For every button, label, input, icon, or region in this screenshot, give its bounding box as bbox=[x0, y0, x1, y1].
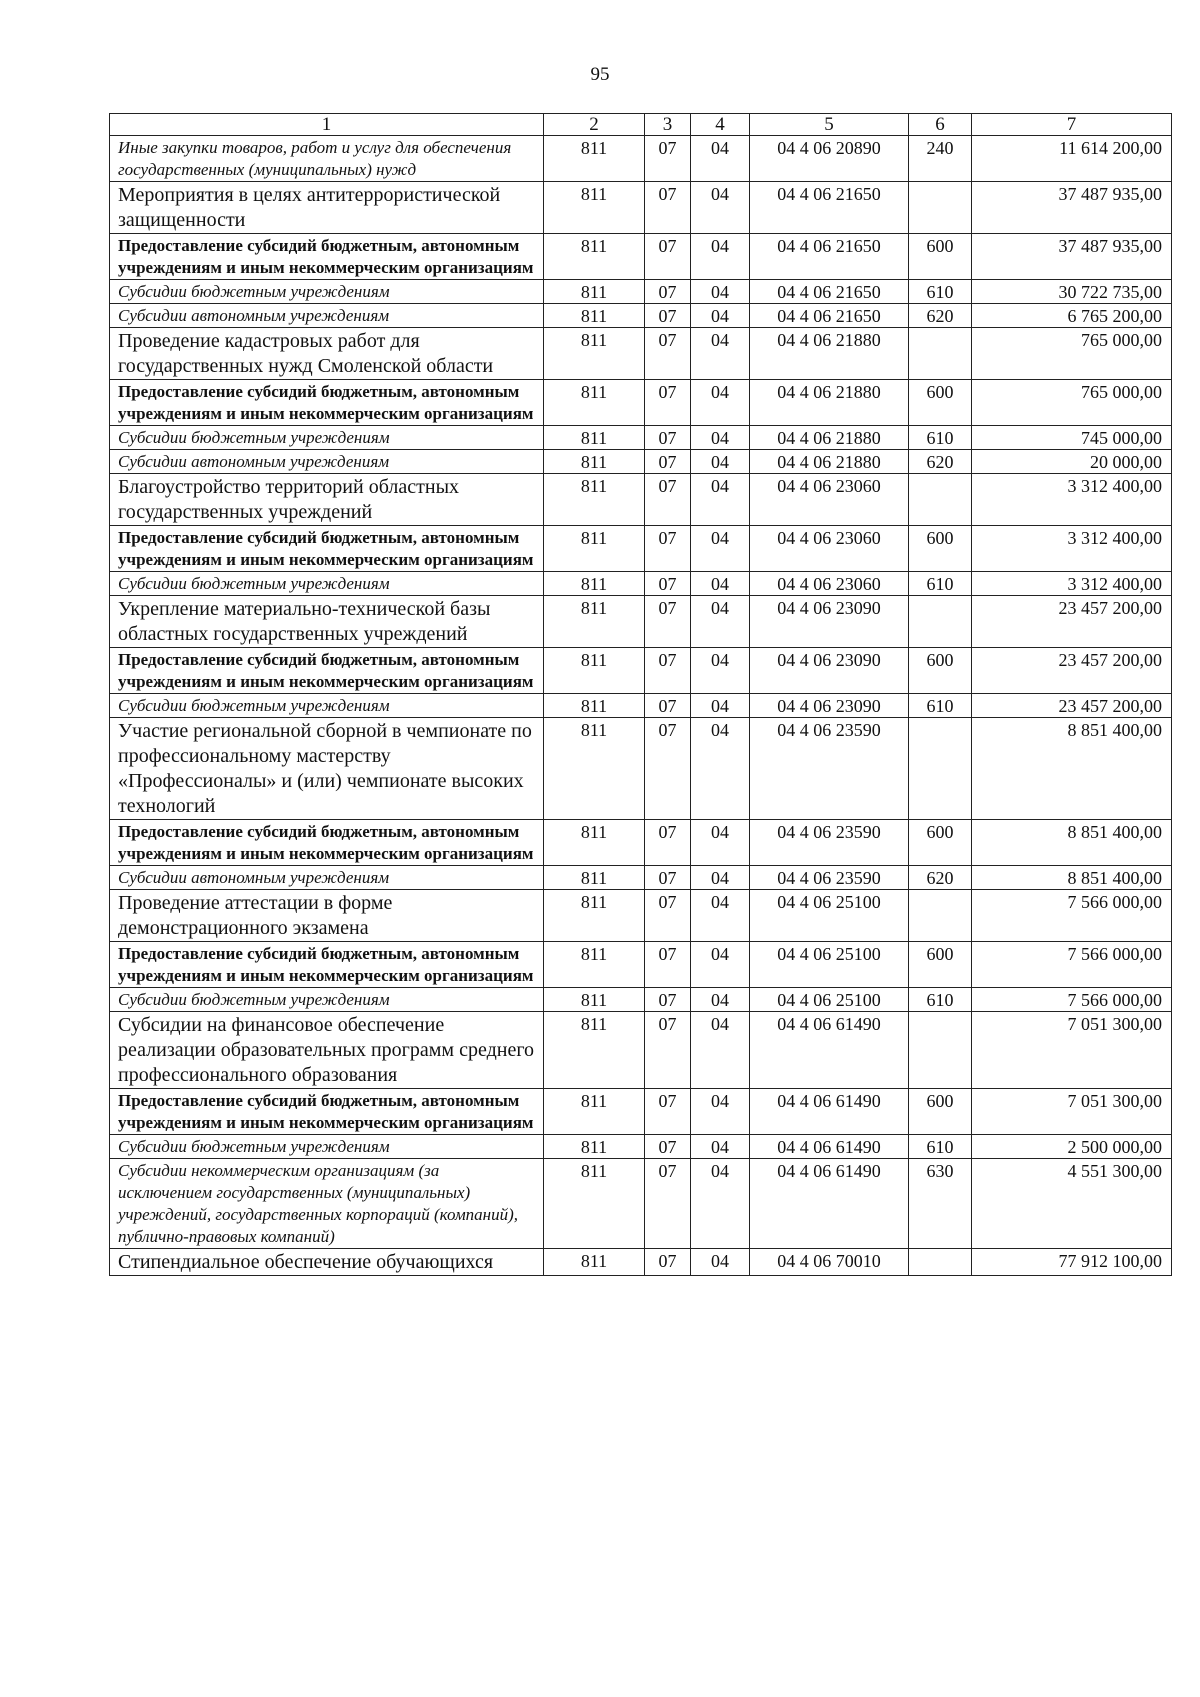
table-row bbox=[110, 648, 1172, 694]
table-row bbox=[110, 1135, 1172, 1159]
section-code-cell: 07 bbox=[645, 136, 691, 182]
subsection-code-cell: 04 bbox=[691, 648, 750, 694]
section-code-cell: 07 bbox=[645, 718, 691, 820]
subsection-code-cell: 04 bbox=[691, 1089, 750, 1135]
amount-cell: 11 614 200,00 bbox=[972, 136, 1172, 182]
target-article-cell: 04 4 06 23090 bbox=[750, 694, 909, 718]
target-article-cell: 04 4 06 21880 bbox=[750, 450, 909, 474]
section-code-cell: 07 bbox=[645, 572, 691, 596]
section-code-cell: 07 bbox=[645, 304, 691, 328]
table-row bbox=[110, 572, 1172, 596]
amount-cell: 7 566 000,00 bbox=[972, 942, 1172, 988]
row-name-cell: Субсидии бюджетным учреждениям bbox=[110, 988, 544, 1012]
amount-cell: 8 851 400,00 bbox=[972, 866, 1172, 890]
subsection-code-cell: 04 bbox=[691, 280, 750, 304]
section-code-cell: 07 bbox=[645, 1159, 691, 1249]
ministry-code-cell: 811 bbox=[544, 426, 645, 450]
amount-cell: 23 457 200,00 bbox=[972, 694, 1172, 718]
column-header-5: 5 bbox=[750, 114, 909, 136]
subsection-code-cell: 04 bbox=[691, 718, 750, 820]
subsection-code-cell: 04 bbox=[691, 596, 750, 648]
target-article-cell: 04 4 06 25100 bbox=[750, 890, 909, 942]
table-row bbox=[110, 1249, 1172, 1276]
row-name-cell: Субсидии бюджетным учреждениям bbox=[110, 280, 544, 304]
subsection-code-cell: 04 bbox=[691, 890, 750, 942]
row-name-cell: Стипендиальное обеспечение обучающихся bbox=[110, 1249, 544, 1276]
ministry-code-cell: 811 bbox=[544, 474, 645, 526]
section-code-cell: 07 bbox=[645, 380, 691, 426]
expense-type-cell bbox=[909, 1012, 972, 1089]
row-name-cell: Субсидии на финансовое обеспечение реализации образовательных программ среднего профессионального образования bbox=[110, 1012, 544, 1089]
target-article-cell: 04 4 06 61490 bbox=[750, 1089, 909, 1135]
row-name-cell: Субсидии автономным учреждениям bbox=[110, 450, 544, 474]
table-row bbox=[110, 988, 1172, 1012]
table-row bbox=[110, 234, 1172, 280]
column-header-6: 6 bbox=[909, 114, 972, 136]
expense-type-cell: 610 bbox=[909, 1135, 972, 1159]
table-row bbox=[110, 890, 1172, 942]
target-article-cell: 04 4 06 23090 bbox=[750, 596, 909, 648]
amount-cell: 7 051 300,00 bbox=[972, 1089, 1172, 1135]
expense-type-cell: 600 bbox=[909, 820, 972, 866]
expense-type-cell: 240 bbox=[909, 136, 972, 182]
target-article-cell: 04 4 06 23090 bbox=[750, 648, 909, 694]
expense-type-cell: 630 bbox=[909, 1159, 972, 1249]
table-row bbox=[110, 136, 1172, 182]
amount-cell: 77 912 100,00 bbox=[972, 1249, 1172, 1276]
subsection-code-cell: 04 bbox=[691, 942, 750, 988]
subsection-code-cell: 04 bbox=[691, 450, 750, 474]
expense-type-cell bbox=[909, 596, 972, 648]
expense-type-cell: 610 bbox=[909, 572, 972, 596]
expense-type-cell: 600 bbox=[909, 1089, 972, 1135]
row-name-cell: Субсидии бюджетным учреждениям bbox=[110, 694, 544, 718]
target-article-cell: 04 4 06 23060 bbox=[750, 526, 909, 572]
amount-cell: 6 765 200,00 bbox=[972, 304, 1172, 328]
column-header-2: 2 bbox=[544, 114, 645, 136]
section-code-cell: 07 bbox=[645, 426, 691, 450]
row-name-cell: Мероприятия в целях антитеррористической защищенности bbox=[110, 182, 544, 234]
row-name-cell: Предоставление субсидий бюджетным, автономным учреждениям и иным некоммерческим организациям bbox=[110, 234, 544, 280]
ministry-code-cell: 811 bbox=[544, 1159, 645, 1249]
table-row bbox=[110, 1012, 1172, 1089]
expense-type-cell: 600 bbox=[909, 648, 972, 694]
subsection-code-cell: 04 bbox=[691, 234, 750, 280]
subsection-code-cell: 04 bbox=[691, 182, 750, 234]
section-code-cell: 07 bbox=[645, 1089, 691, 1135]
ministry-code-cell: 811 bbox=[544, 280, 645, 304]
row-name-cell: Субсидии бюджетным учреждениям bbox=[110, 1135, 544, 1159]
expense-type-cell bbox=[909, 718, 972, 820]
ministry-code-cell: 811 bbox=[544, 694, 645, 718]
expense-type-cell: 600 bbox=[909, 380, 972, 426]
section-code-cell: 07 bbox=[645, 234, 691, 280]
expense-type-cell bbox=[909, 328, 972, 380]
subsection-code-cell: 04 bbox=[691, 304, 750, 328]
ministry-code-cell: 811 bbox=[544, 526, 645, 572]
amount-cell: 4 551 300,00 bbox=[972, 1159, 1172, 1249]
section-code-cell: 07 bbox=[645, 450, 691, 474]
amount-cell: 3 312 400,00 bbox=[972, 474, 1172, 526]
section-code-cell: 07 bbox=[645, 182, 691, 234]
section-code-cell: 07 bbox=[645, 1135, 691, 1159]
subsection-code-cell: 04 bbox=[691, 136, 750, 182]
section-code-cell: 07 bbox=[645, 820, 691, 866]
target-article-cell: 04 4 06 21650 bbox=[750, 280, 909, 304]
ministry-code-cell: 811 bbox=[544, 1249, 645, 1276]
subsection-code-cell: 04 bbox=[691, 380, 750, 426]
amount-cell: 37 487 935,00 bbox=[972, 182, 1172, 234]
table-row bbox=[110, 1089, 1172, 1135]
expense-type-cell bbox=[909, 474, 972, 526]
subsection-code-cell: 04 bbox=[691, 694, 750, 718]
ministry-code-cell: 811 bbox=[544, 136, 645, 182]
ministry-code-cell: 811 bbox=[544, 328, 645, 380]
expense-type-cell: 620 bbox=[909, 304, 972, 328]
table-row bbox=[110, 866, 1172, 890]
section-code-cell: 07 bbox=[645, 988, 691, 1012]
amount-cell: 37 487 935,00 bbox=[972, 234, 1172, 280]
expense-type-cell: 610 bbox=[909, 280, 972, 304]
expense-type-cell: 620 bbox=[909, 450, 972, 474]
ministry-code-cell: 811 bbox=[544, 1135, 645, 1159]
row-name-cell: Укрепление материально-технической базы областных государственных учреждений bbox=[110, 596, 544, 648]
target-article-cell: 04 4 06 25100 bbox=[750, 942, 909, 988]
row-name-cell: Субсидии автономным учреждениям bbox=[110, 304, 544, 328]
amount-cell: 7 566 000,00 bbox=[972, 890, 1172, 942]
expense-type-cell: 610 bbox=[909, 988, 972, 1012]
amount-cell: 23 457 200,00 bbox=[972, 596, 1172, 648]
ministry-code-cell: 811 bbox=[544, 648, 645, 694]
table-row bbox=[110, 820, 1172, 866]
expense-type-cell: 610 bbox=[909, 694, 972, 718]
target-article-cell: 04 4 06 23590 bbox=[750, 866, 909, 890]
target-article-cell: 04 4 06 21880 bbox=[750, 380, 909, 426]
row-name-cell: Благоустройство территорий областных государственных учреждений bbox=[110, 474, 544, 526]
ministry-code-cell: 811 bbox=[544, 1089, 645, 1135]
ministry-code-cell: 811 bbox=[544, 182, 645, 234]
table-row bbox=[110, 596, 1172, 648]
expense-type-cell bbox=[909, 182, 972, 234]
column-header-7: 7 bbox=[972, 114, 1172, 136]
section-code-cell: 07 bbox=[645, 526, 691, 572]
section-code-cell: 07 bbox=[645, 648, 691, 694]
target-article-cell: 04 4 06 21650 bbox=[750, 234, 909, 280]
row-name-cell: Проведение кадастровых работ для государственных нужд Смоленской области bbox=[110, 328, 544, 380]
row-name-cell: Предоставление субсидий бюджетным, автономным учреждениям и иным некоммерческим организациям bbox=[110, 648, 544, 694]
target-article-cell: 04 4 06 21880 bbox=[750, 426, 909, 450]
table-row bbox=[110, 380, 1172, 426]
subsection-code-cell: 04 bbox=[691, 572, 750, 596]
expense-type-cell: 600 bbox=[909, 234, 972, 280]
ministry-code-cell: 811 bbox=[544, 572, 645, 596]
row-name-cell: Субсидии бюджетным учреждениям bbox=[110, 572, 544, 596]
amount-cell: 23 457 200,00 bbox=[972, 648, 1172, 694]
amount-cell: 3 312 400,00 bbox=[972, 572, 1172, 596]
ministry-code-cell: 811 bbox=[544, 304, 645, 328]
row-name-cell: Предоставление субсидий бюджетным, автономным учреждениям и иным некоммерческим организациям bbox=[110, 380, 544, 426]
subsection-code-cell: 04 bbox=[691, 820, 750, 866]
section-code-cell: 07 bbox=[645, 1249, 691, 1276]
expense-type-cell: 620 bbox=[909, 866, 972, 890]
row-name-cell: Предоставление субсидий бюджетным, автономным учреждениям и иным некоммерческим организациям bbox=[110, 820, 544, 866]
amount-cell: 2 500 000,00 bbox=[972, 1135, 1172, 1159]
amount-cell: 3 312 400,00 bbox=[972, 526, 1172, 572]
amount-cell: 7 566 000,00 bbox=[972, 988, 1172, 1012]
amount-cell: 20 000,00 bbox=[972, 450, 1172, 474]
ministry-code-cell: 811 bbox=[544, 988, 645, 1012]
row-name-cell: Субсидии некоммерческим организациям (за исключением государственных (муниципальных) учреждений, государственных корпораций (компаний), публично-правовых компаний) bbox=[110, 1159, 544, 1249]
page-number: 95 bbox=[590, 64, 610, 85]
target-article-cell: 04 4 06 61490 bbox=[750, 1012, 909, 1089]
target-article-cell: 04 4 06 25100 bbox=[750, 988, 909, 1012]
table-row bbox=[110, 426, 1172, 450]
target-article-cell: 04 4 06 61490 bbox=[750, 1135, 909, 1159]
ministry-code-cell: 811 bbox=[544, 234, 645, 280]
expense-type-cell: 600 bbox=[909, 526, 972, 572]
target-article-cell: 04 4 06 61490 bbox=[750, 1159, 909, 1249]
expense-type-cell bbox=[909, 890, 972, 942]
header-row bbox=[110, 114, 1172, 136]
ministry-code-cell: 811 bbox=[544, 450, 645, 474]
section-code-cell: 07 bbox=[645, 890, 691, 942]
subsection-code-cell: 04 bbox=[691, 426, 750, 450]
target-article-cell: 04 4 06 23060 bbox=[750, 474, 909, 526]
budget-table bbox=[109, 113, 1172, 1276]
table-row bbox=[110, 450, 1172, 474]
section-code-cell: 07 bbox=[645, 866, 691, 890]
amount-cell: 8 851 400,00 bbox=[972, 718, 1172, 820]
subsection-code-cell: 04 bbox=[691, 526, 750, 572]
ministry-code-cell: 811 bbox=[544, 866, 645, 890]
ministry-code-cell: 811 bbox=[544, 380, 645, 426]
table-row bbox=[110, 942, 1172, 988]
row-name-cell: Предоставление субсидий бюджетным, автономным учреждениям и иным некоммерческим организациям bbox=[110, 1089, 544, 1135]
table-row bbox=[110, 526, 1172, 572]
ministry-code-cell: 811 bbox=[544, 718, 645, 820]
row-name-cell: Субсидии бюджетным учреждениям bbox=[110, 426, 544, 450]
section-code-cell: 07 bbox=[645, 474, 691, 526]
expense-type-cell: 610 bbox=[909, 426, 972, 450]
subsection-code-cell: 04 bbox=[691, 1012, 750, 1089]
target-article-cell: 04 4 06 23590 bbox=[750, 820, 909, 866]
column-header-3: 3 bbox=[645, 114, 691, 136]
ministry-code-cell: 811 bbox=[544, 596, 645, 648]
ministry-code-cell: 811 bbox=[544, 890, 645, 942]
section-code-cell: 07 bbox=[645, 328, 691, 380]
section-code-cell: 07 bbox=[645, 694, 691, 718]
subsection-code-cell: 04 bbox=[691, 474, 750, 526]
table-row bbox=[110, 474, 1172, 526]
amount-cell: 745 000,00 bbox=[972, 426, 1172, 450]
row-name-cell: Субсидии автономным учреждениям bbox=[110, 866, 544, 890]
amount-cell: 765 000,00 bbox=[972, 328, 1172, 380]
amount-cell: 8 851 400,00 bbox=[972, 820, 1172, 866]
target-article-cell: 04 4 06 23590 bbox=[750, 718, 909, 820]
row-name-cell: Предоставление субсидий бюджетным, автономным учреждениям и иным некоммерческим организациям bbox=[110, 942, 544, 988]
target-article-cell: 04 4 06 21650 bbox=[750, 182, 909, 234]
table-row bbox=[110, 280, 1172, 304]
subsection-code-cell: 04 bbox=[691, 1159, 750, 1249]
table-row bbox=[110, 694, 1172, 718]
section-code-cell: 07 bbox=[645, 942, 691, 988]
row-name-cell: Проведение аттестации в форме демонстрационного экзамена bbox=[110, 890, 544, 942]
subsection-code-cell: 04 bbox=[691, 866, 750, 890]
subsection-code-cell: 04 bbox=[691, 988, 750, 1012]
table-row bbox=[110, 182, 1172, 234]
expense-type-cell bbox=[909, 1249, 972, 1276]
target-article-cell: 04 4 06 21650 bbox=[750, 304, 909, 328]
target-article-cell: 04 4 06 20890 bbox=[750, 136, 909, 182]
section-code-cell: 07 bbox=[645, 1012, 691, 1089]
subsection-code-cell: 04 bbox=[691, 1249, 750, 1276]
target-article-cell: 04 4 06 70010 bbox=[750, 1249, 909, 1276]
amount-cell: 7 051 300,00 bbox=[972, 1012, 1172, 1089]
row-name-cell: Предоставление субсидий бюджетным, автономным учреждениям и иным некоммерческим организациям bbox=[110, 526, 544, 572]
section-code-cell: 07 bbox=[645, 596, 691, 648]
table-row bbox=[110, 328, 1172, 380]
target-article-cell: 04 4 06 23060 bbox=[750, 572, 909, 596]
ministry-code-cell: 811 bbox=[544, 1012, 645, 1089]
table-row bbox=[110, 1159, 1172, 1249]
column-header-1: 1 bbox=[110, 114, 544, 136]
expense-type-cell: 600 bbox=[909, 942, 972, 988]
row-name-cell: Участие региональной сборной в чемпионате по профессиональному мастерству «Профессионалы» и (или) чемпионате высоких технологий bbox=[110, 718, 544, 820]
subsection-code-cell: 04 bbox=[691, 328, 750, 380]
section-code-cell: 07 bbox=[645, 280, 691, 304]
target-article-cell: 04 4 06 21880 bbox=[750, 328, 909, 380]
subsection-code-cell: 04 bbox=[691, 1135, 750, 1159]
column-header-4: 4 bbox=[691, 114, 750, 136]
amount-cell: 30 722 735,00 bbox=[972, 280, 1172, 304]
amount-cell: 765 000,00 bbox=[972, 380, 1172, 426]
ministry-code-cell: 811 bbox=[544, 942, 645, 988]
row-name-cell: Иные закупки товаров, работ и услуг для обеспечения государственных (муниципальных) нужд bbox=[110, 136, 544, 182]
table-row bbox=[110, 304, 1172, 328]
ministry-code-cell: 811 bbox=[544, 820, 645, 866]
table-row bbox=[110, 718, 1172, 820]
